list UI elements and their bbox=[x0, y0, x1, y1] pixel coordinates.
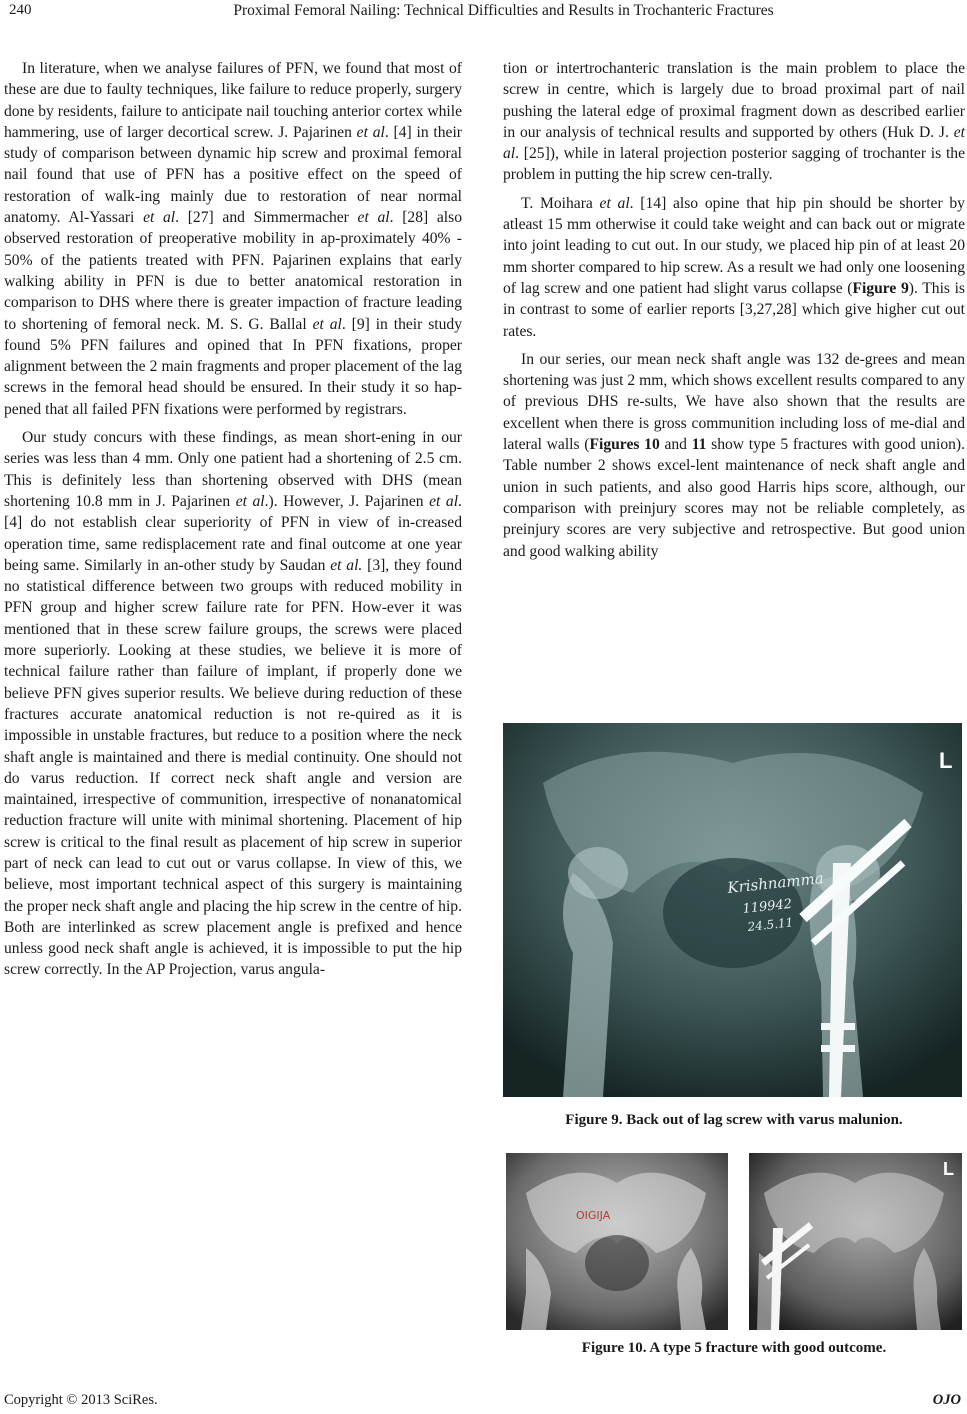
page-header bbox=[0, 0, 967, 28]
paragraph bbox=[503, 58, 965, 186]
text-run: tion or intertrochanteric translation is the main problem to place the screw in centre, which is largely due to broad proximal part of nail pushing the lateral edge of proximal fragment down as described earlier in our analysis of technical results and supported by others (Huk D. J. bbox=[503, 60, 965, 141]
text-run: [3], they found no statistical difference between two groups with reduced mobility in PFN group and higher screw failure rate for PFN. How-ever it was mentioned that in these screw failure groups, the screws were placed more superiorly. Looking at these studies, we believe it is more of technical failure rather than failure of implant, if properly done we believe PFN gives superior results. We believe during reduction of these fractures accurate anatomical reduction is not re-quired as it is impossible in unstable fractures, but reduce to a position where the neck shaft angle is maintained and there is medial continuity. One should not do varus reduction. If correct neck shaft angle and version are maintained, irrespective of communition, irrespective of nonanatomical reduction fracture will unite with minimal shortening. Placement of hip screw is critical to the final result as placement of hip screw in superior part of neck can lead to cut out or varus collapse. In view of this, we believe, most important technical aspect of this surgery is maintaining the proper neck shaft angle and placing the hip screw in the centre of hip. Both are interlinked as screw placement angle is prefixed and hence unless good neck shaft angle is achieved, it is impossible to put the hip screw correctly. In the AP Projection, varus angula- bbox=[4, 556, 463, 979]
text-run: . [14] also opine that hip pin should be shorter by atleast 15 mm otherwise it could take weight and can back out or migrate into joint leading to cut out. In our study, we placed hip pin of at least 20 mm shorter compared to hip screw. As a result we had only one loosening of lag screw and one patient had slight varus collapse ( bbox=[503, 194, 965, 297]
text-run: . [4] in their study of comparison between dynamic hip screw and proximal femoral nail found that use of PFN has a positive effect on the speed of restoration of walk-ing mainly due to restoration of near normal anatomy. Al-Yassari bbox=[4, 123, 462, 227]
figure-10-preop-xray bbox=[506, 1153, 728, 1330]
bold-run: Figure 9 bbox=[852, 279, 909, 297]
text-run: Our study concurs with these findings, as mean short-ening in our series was less than 4 mm. Only one patient had a shortening of 2.5 cm. This is definitely less than shortening observed with DHS (mean shortening 10.8 mm in J. Pajarinen bbox=[4, 429, 462, 510]
italic-run: et al bbox=[357, 209, 390, 227]
text-run: and bbox=[659, 436, 692, 454]
figure-9-handwriting-name: Krishnamma bbox=[726, 868, 825, 897]
page-number: 240 bbox=[9, 2, 32, 18]
bold-run: Figures 10 bbox=[589, 436, 660, 454]
copyright-notice: Copyright © 2013 SciRes. bbox=[4, 1392, 158, 1408]
italic-run: et al. bbox=[330, 556, 363, 574]
running-title: Proximal Femoral Nailing: Technical Difficulties and Results in Trochanteric Fractures bbox=[233, 2, 774, 19]
figure-10-postop-xray bbox=[749, 1153, 962, 1330]
paragraph bbox=[4, 58, 462, 420]
figure-9-xray bbox=[503, 723, 962, 1097]
text-run: In literature, when we analyse failures of PFN, we found that most of these are due to faulty techniques, like failure to reduce properly, surgery done by residents, failure to anticipate nail touching anterior cortex while hammering, use of larger decortical screw. J. Pajarinen bbox=[4, 60, 462, 141]
italic-run: et al bbox=[429, 492, 459, 510]
figure-10-caption: Figure 10. A type 5 fracture with good outcome. bbox=[581, 1340, 887, 1356]
text-run: ). This is in contrast to some of earlier reports [3,27,28] which give higher cut out rates. bbox=[503, 279, 966, 340]
figure-9-handwriting-id: 119942 bbox=[741, 896, 793, 917]
bold-run: 11 bbox=[691, 436, 707, 454]
italic-run: et al bbox=[235, 492, 265, 510]
italic-run: et al bbox=[599, 194, 630, 212]
paragraph bbox=[4, 427, 462, 981]
figure-10-handwriting: OIGIJA bbox=[576, 1209, 611, 1222]
italic-run: et al bbox=[356, 123, 385, 141]
figure-9-caption: Figure 9. Back out of lag screw with varus malunion. bbox=[565, 1112, 903, 1128]
text-run: . [25]), while in lateral projection posterior sagging of trochanter is the problem in putting the hip screw cen-trally. bbox=[503, 145, 965, 184]
text-run: In our series, our mean neck shaft angle was 132 de-grees and mean shortening was just 2 mm, which shows excellent results compared to any of previous DHS re-sults, We have also shown that the results are excellent when there is gross communition including loss of me-dial and lateral walls ( bbox=[503, 350, 965, 454]
figure-9-marker: L bbox=[939, 748, 953, 773]
text-run: show type 5 fractures with good union). Table number 2 shows excel-lent maintenance of neck shaft angle and union in such patients, and also good Harris hips score, although, our comparison with preinjury scores may not be reliable completely, as preinjury scores are very subjective and retrospective. But good union and good walking ability bbox=[503, 436, 966, 560]
italic-run: et al bbox=[503, 123, 965, 163]
text-run: . [4] do not establish clear superiority of PFN in view of in-creased operation time, same redisplacement rate and final outcome at one year being same. Similarly in an-other study by Saudan bbox=[4, 492, 462, 574]
paragraph bbox=[503, 349, 965, 562]
right-column bbox=[503, 58, 965, 569]
journal-abbrev: OJO bbox=[932, 1392, 961, 1408]
italic-run: et al bbox=[143, 209, 176, 227]
text-run: T. Moihara bbox=[521, 194, 600, 212]
text-run: .). However, J. Pajarinen bbox=[264, 492, 430, 510]
text-run: . [28] also observed restoration of preoperative mobility in ap-proximately 40% - 50% of the patients treated with PFN. Pajarinen explains that early walking ability in PFN is due to better anatomical restoration in comparison to DHS where there is greater impaction of fracture leading to shortening of femoral neck. M. S. G. Ballal bbox=[4, 209, 462, 333]
italic-run: et al bbox=[312, 315, 342, 333]
text-run: . [9] in their study found 5% PFN failures and opined that In PFN fixations, proper alignment between the 2 main fragments and proper placement of the lag screws in the femoral head should be ensured. In their study it so hap-pened that all failed PFN fixations were performed by registrars. bbox=[4, 315, 462, 418]
left-column bbox=[4, 58, 462, 988]
text-run: . [27] and Simmermacher bbox=[175, 209, 358, 227]
paragraph bbox=[503, 193, 965, 342]
figure-10-marker: L bbox=[943, 1159, 954, 1179]
figure-9-handwriting-date: 24.5.11 bbox=[746, 915, 794, 934]
